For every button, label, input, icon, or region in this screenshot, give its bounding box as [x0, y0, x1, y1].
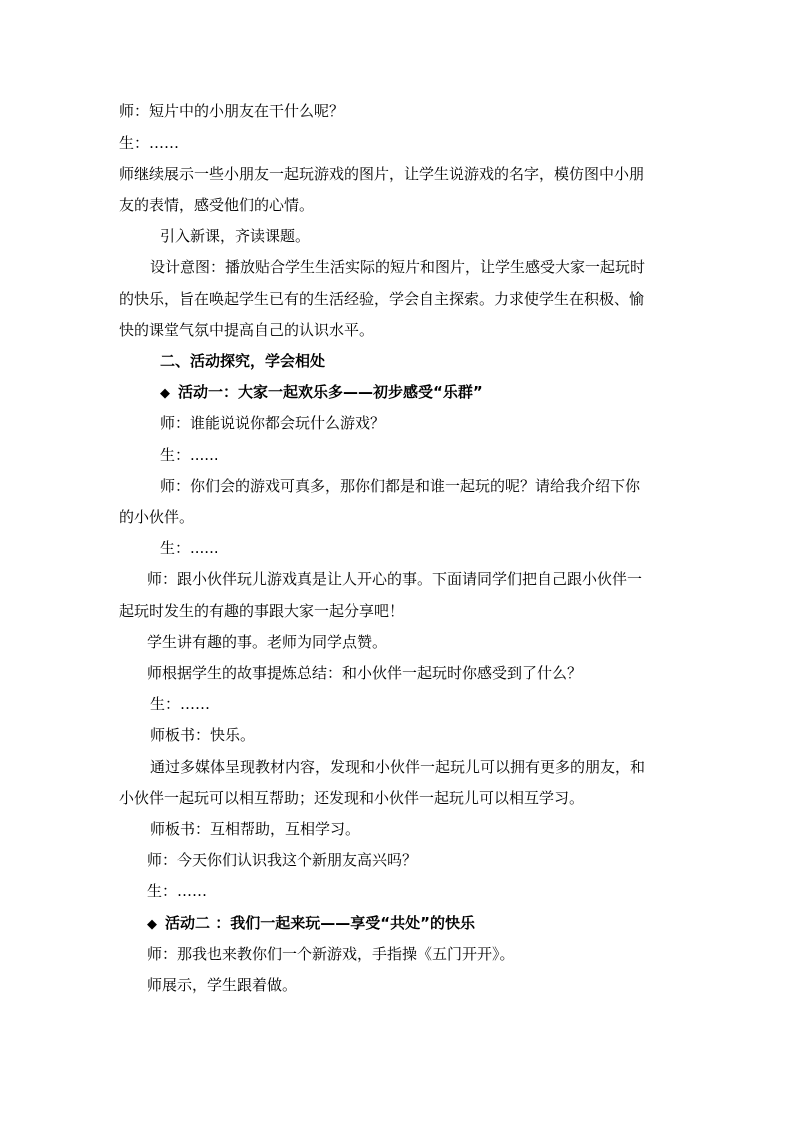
text-line: 师：那我也来教你们一个新游戏，手指操《五门开开》。 — [147, 945, 515, 963]
text-line: 引入新课，齐读课题。 — [160, 227, 311, 245]
text-line: 生：…… — [150, 695, 211, 713]
text-line: 起玩时发生的有趣的事跟大家一起分享吧！ — [119, 602, 405, 620]
section-heading: 二、活动探究，学会相处 — [160, 352, 326, 370]
text-line: 生：…… — [147, 882, 208, 900]
text-line: 的快乐，旨在唤起学生已有的生活经验，学会自主探索。力求使学生在积极、愉 — [119, 290, 645, 308]
text-line: 小伙伴一起玩可以相互帮助；还发现和小伙伴一起玩儿可以相互学习。 — [119, 789, 585, 807]
text-line: 师继续展示一些小朋友一起玩游戏的图片，让学生说游戏的名字，模仿图中小朋 — [119, 165, 645, 183]
text-line: 师：你们会的游戏可真多，那你们都是和谁一起玩的呢？请给我介绍下你 — [160, 477, 641, 495]
text-line: 师板书：快乐。 — [150, 726, 256, 744]
text-line: 师：谁能说说你都会玩什么游戏？ — [160, 414, 386, 432]
diamond-bullet-icon: ◆ — [147, 917, 157, 932]
text-line: 师：短片中的小朋友在干什么呢？ — [119, 102, 345, 120]
diamond-bullet-icon: ◆ — [160, 386, 170, 401]
text-line: 生：...... — [160, 446, 219, 464]
text-line: 友的表情，感受他们的心情。 — [119, 196, 315, 214]
text-line: 学生讲有趣的事。老师为同学点赞。 — [147, 633, 388, 651]
text-line: 师展示，学生跟着做。 — [147, 976, 298, 994]
text-line: 的小伙伴。 — [119, 508, 195, 526]
text-line: 生：…… — [119, 134, 180, 152]
activity-title: 活动一：大家一起欢乐多——初步感受“乐群” — [178, 383, 483, 401]
text-line: 师：今天你们认识我这个新朋友高兴吗？ — [147, 851, 418, 869]
text-line: 生：...... — [160, 539, 219, 557]
text-line: 师：跟小伙伴玩儿游戏真是让人开心的事。下面请同学们把自己跟小伙伴一 — [147, 570, 643, 588]
activity-heading — [147, 913, 475, 935]
text-line: 快的课堂气氛中提高自己的认识水平。 — [119, 321, 375, 339]
text-line: 师根据学生的故事提炼总结：和小伙伴一起玩时你感受到了什么？ — [147, 664, 583, 682]
activity-heading — [160, 382, 483, 404]
text-line: 师板书：互相帮助，互相学习。 — [150, 820, 361, 838]
text-line: 通过多媒体呈现教材内容，发现和小伙伴一起玩儿可以拥有更多的朋友，和 — [150, 758, 646, 776]
text-line: 设计意图：播放贴合学生生活实际的短片和图片，让学生感受大家一起玩时 — [150, 258, 646, 276]
activity-title: 活动二 ：我们一起来玩——享受“共处”的快乐 — [165, 914, 475, 932]
